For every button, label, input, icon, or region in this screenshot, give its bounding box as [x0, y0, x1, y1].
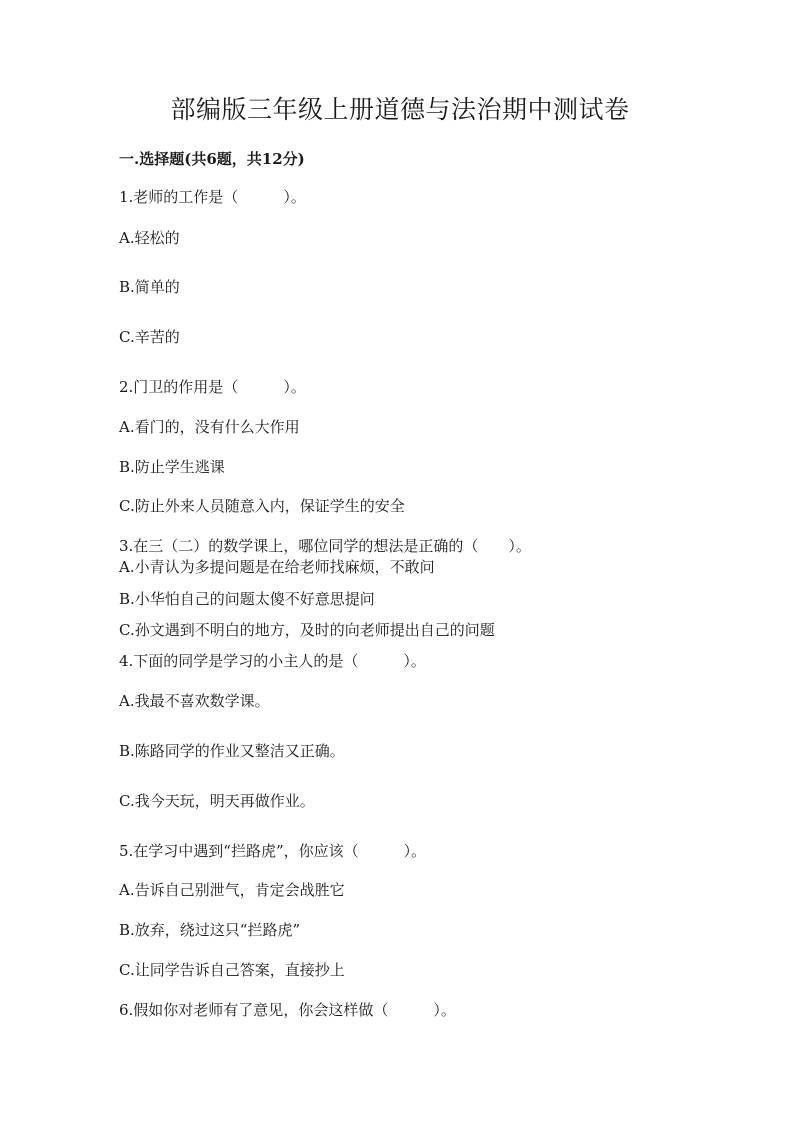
question-3-option-a: A.小青认为多提问题是在给老师找麻烦，不敢问	[119, 558, 435, 576]
question-2-option-b: B.防止学生逃课	[119, 458, 225, 476]
question-1-option-c: C.辛苦的	[119, 328, 180, 346]
question-2-option-c: C.防止外来人员随意入内，保证学生的安全	[119, 497, 405, 515]
question-5-option-a: A.告诉自己别泄气，肯定会战胜它	[119, 881, 345, 899]
question-1-stem: 1.老师的工作是（ ）。	[119, 188, 306, 206]
question-4-option-c: C.我今天玩，明天再做作业。	[119, 792, 315, 810]
question-5-option-b: B.放弃，绕过这只“拦路虎”	[119, 921, 301, 939]
question-6-stem: 6.假如你对老师有了意见，你会这样做（ ）。	[119, 1001, 456, 1019]
question-5-option-c: C.让同学告诉自己答案，直接抄上	[119, 961, 345, 979]
question-2-stem: 2.门卫的作用是（ ）。	[119, 378, 306, 396]
question-3-stem: 3.在三（二）的数学课上，哪位同学的想法是正确的（ ）。	[119, 537, 531, 555]
question-5-stem: 5.在学习中遇到“拦路虎”，你应该（ ）。	[119, 842, 427, 860]
section-heading: 一.选择题(共6题，共12分)	[119, 150, 305, 168]
question-1-option-b: B.简单的	[119, 278, 180, 296]
question-1-option-a: A.轻松的	[119, 229, 180, 247]
question-3-option-b: B.小华怕自己的问题太傻不好意思提问	[119, 590, 375, 608]
question-4-option-a: A.我最不喜欢数学课。	[119, 692, 270, 710]
question-4-option-b: B.陈路同学的作业又整洁又正确。	[119, 742, 345, 760]
page-title: 部编版三年级上册道德与法治期中测试卷	[170, 95, 630, 124]
question-2-option-a: A.看门的，没有什么大作用	[119, 418, 300, 436]
question-4-stem: 4.下面的同学是学习的小主人的是（ ）。	[119, 652, 426, 670]
question-3-option-c: C.孙文遇到不明白的地方，及时的向老师提出自己的问题	[119, 621, 495, 639]
